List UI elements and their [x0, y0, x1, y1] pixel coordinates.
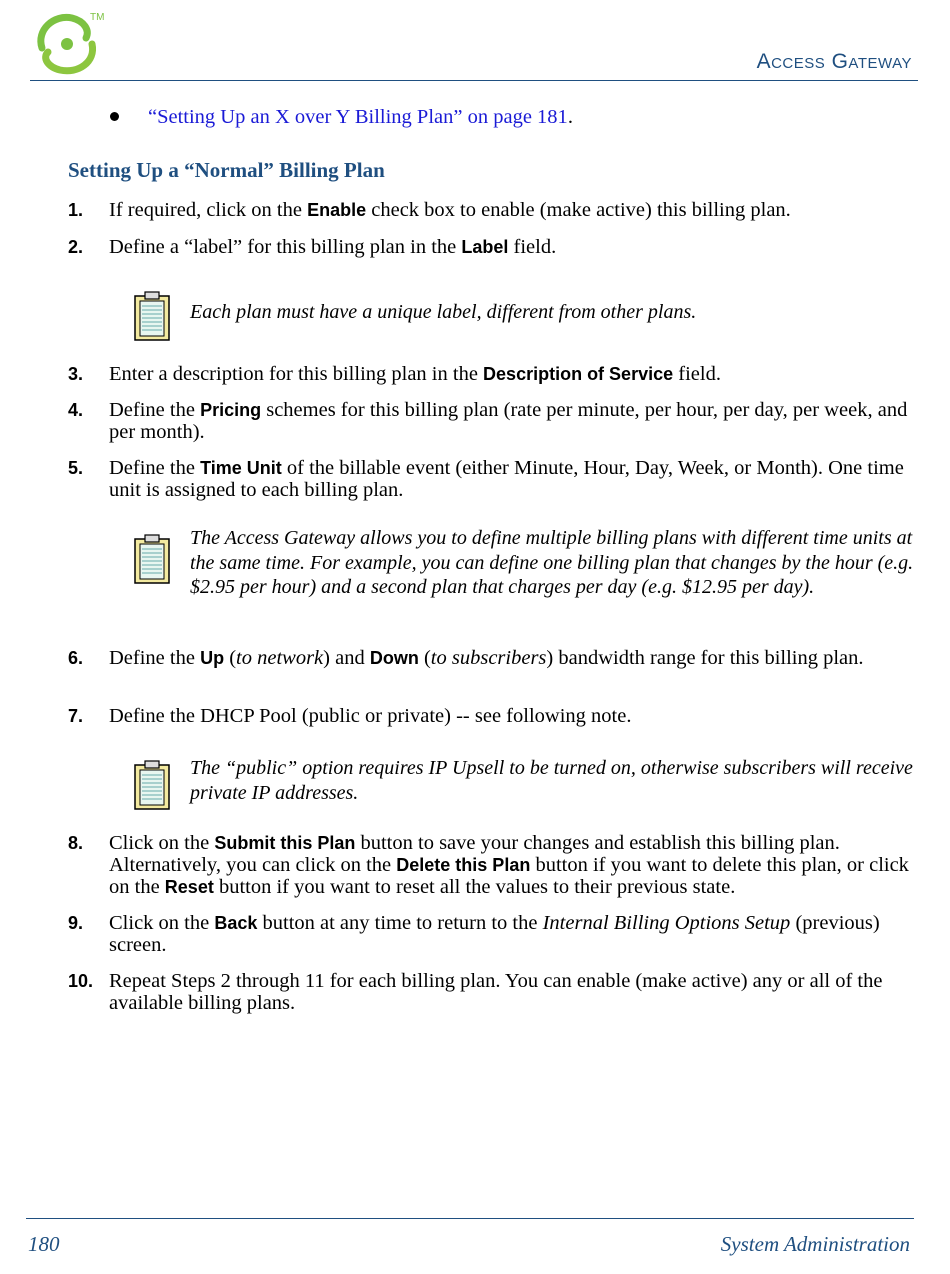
- step-number: 10.: [68, 971, 94, 991]
- step-text: schemes for this billing plan (rate per minute, per hour, per day, per week, and per month).: [109, 399, 908, 443]
- ui-term-down: Down: [369, 648, 419, 668]
- company-logo: [28, 8, 108, 78]
- step-number: 1.: [68, 200, 84, 220]
- step-text: Define a “label” for this billing plan in the: [109, 236, 462, 258]
- step-text: button if you want to delete this plan, or click on the: [109, 854, 909, 898]
- ui-term-up: Up: [200, 648, 225, 668]
- step-text: of the billable event (either Minute, Hour, Day, Week, or Month). One time unit is assigned to each billing plan.: [109, 457, 904, 501]
- note-text: Each plan must have a unique label, different from other plans.: [190, 301, 697, 323]
- step-text: Define the: [109, 457, 201, 479]
- step-text: Enter a description for this billing plan in the: [109, 363, 484, 385]
- step-text: (previous) screen.: [109, 912, 880, 956]
- step-number: 3.: [68, 364, 84, 384]
- step-text: ) bandwidth range for this billing plan.: [546, 647, 864, 669]
- step-text: (: [418, 647, 431, 669]
- step-text: Define the: [109, 647, 201, 669]
- clipboard-note-icon: [132, 759, 172, 811]
- step-text: Click on the: [109, 832, 215, 854]
- ui-term-reset: Reset: [164, 877, 214, 897]
- step-number: 4.: [68, 400, 84, 420]
- section-heading: Setting Up a “Normal” Billing Plan: [68, 158, 385, 182]
- header-title: Access Gateway: [756, 50, 912, 73]
- step-text: button to save your changes and establish this billing plan. Alternatively, you can click on the: [109, 832, 840, 876]
- step-text: button at any time to return to the: [257, 912, 543, 934]
- step-number: 5.: [68, 458, 84, 478]
- step-text: Click on the: [109, 912, 215, 934]
- page-number: 180: [28, 1232, 60, 1256]
- ui-term-submit-this-plan: Submit this Plan: [214, 833, 356, 853]
- ui-term-description-of-service: Description of Service: [483, 364, 674, 384]
- note-text: The “public” option requires IP Upsell to be turned on, otherwise subscribers will receive private IP addresses.: [190, 757, 913, 804]
- ui-term-delete-this-plan: Delete this Plan: [396, 855, 531, 875]
- clipboard-note-icon: [132, 290, 172, 342]
- footer-divider: [26, 1218, 914, 1219]
- step-text: Repeat Steps 2 through 11 for each billing plan. You can enable (make active) any or all of the available billing plans.: [109, 970, 883, 1014]
- bullet-icon: [110, 112, 119, 121]
- ui-term-time-unit: Time Unit: [200, 458, 282, 478]
- ui-term-back: Back: [214, 913, 258, 933]
- ui-term-pricing: Pricing: [200, 400, 262, 420]
- step-text-italic: to network: [236, 647, 324, 669]
- step-text: field.: [673, 363, 721, 385]
- clipboard-note-icon: [132, 533, 172, 585]
- step-text: Define the DHCP Pool (public or private) -- see following note.: [109, 705, 632, 727]
- step-number: 9.: [68, 913, 84, 933]
- logo-trademark: TM: [90, 12, 105, 23]
- step-text: field.: [508, 236, 557, 258]
- ui-term-enable: Enable: [307, 200, 367, 220]
- step-number: 2.: [68, 237, 84, 257]
- ui-term-label: Label: [461, 237, 509, 257]
- step-text: If required, click on the: [109, 199, 308, 221]
- step-text: (: [224, 647, 237, 669]
- step-text: button if you want to reset all the values to their previous state.: [213, 876, 736, 898]
- xy-billing-plan-link[interactable]: “Setting Up an X over Y Billing Plan” on page 181: [148, 106, 568, 128]
- step-number: 6.: [68, 648, 84, 668]
- note-text: The Access Gateway allows you to define multiple billing plans with different time units at the same time. For example, you can define one billing plan that changes by the hour (e.g. $2.95 per hour) and a second plan that charges per day (e.g. $12.95 per day).: [190, 527, 914, 598]
- step-text-italic: Internal Billing Options Setup: [542, 912, 791, 934]
- step-text: Define the: [109, 399, 201, 421]
- step-number: 8.: [68, 833, 84, 853]
- step-text: ) and: [323, 647, 370, 669]
- step-number: 7.: [68, 706, 84, 726]
- link-period: .: [567, 106, 573, 128]
- step-text: check box to enable (make active) this billing plan.: [366, 199, 791, 221]
- header-divider: [30, 80, 918, 81]
- footer-section-title: System Administration: [720, 1232, 910, 1256]
- step-text-italic: to subscribers: [430, 647, 547, 669]
